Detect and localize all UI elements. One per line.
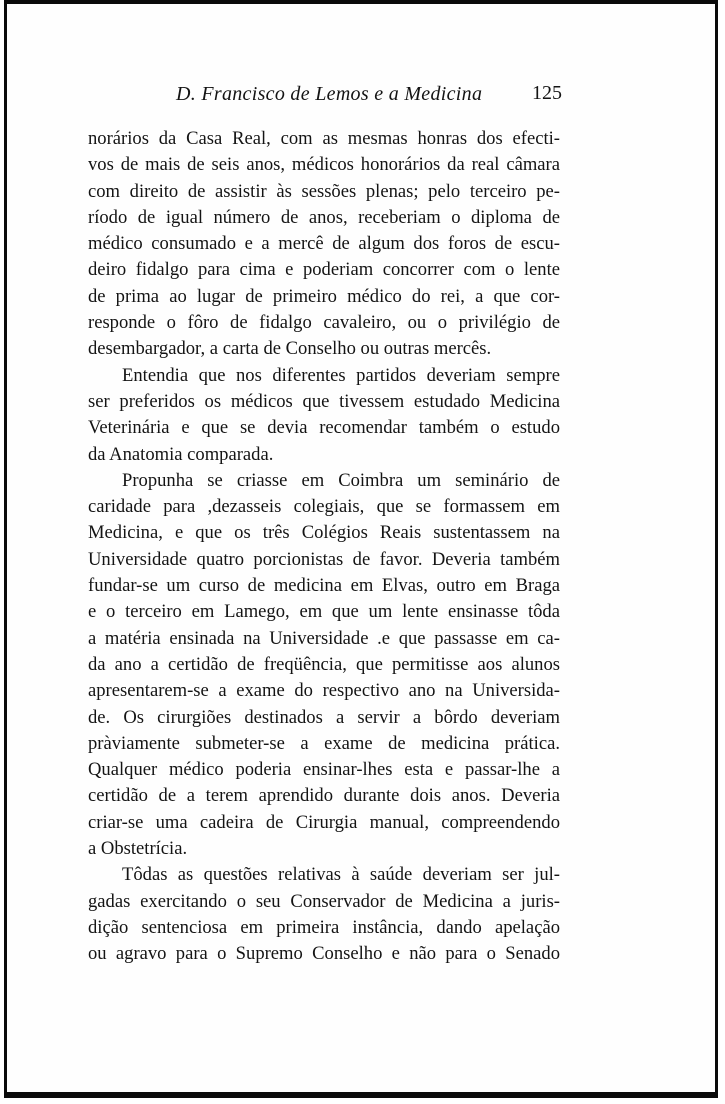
text-line: fundar-se um curso de medicina em Elvas, outro em Braga [88, 575, 560, 597]
text-line: a Obstetrícia. [88, 838, 188, 860]
text-line: norários da Casa Real, com as mesmas honras dos efecti- [88, 128, 560, 149]
text-line: certidão de a terem aprendido durante dois anos. Deveria [88, 785, 560, 807]
text-line: dição sentenciosa em primeira instância, dando apelação [88, 916, 560, 938]
text-line: de prima ao lugar de primeiro médico do rei, a que cor- [88, 285, 560, 307]
text-line: Veterinária e que se devia recomendar também o estudo [88, 417, 560, 439]
text-line: da ano a certidão de freqüência, que permitisse aos alunos [88, 653, 560, 675]
text-line: com direito de assistir às sessões plenas; pelo terceiro pe- [88, 180, 560, 202]
text-line: desembargador, a carta de Conselho ou outras mercês. [88, 338, 492, 360]
text-line: da Anatomia comparada. [88, 443, 274, 465]
page-number: 125 [532, 82, 562, 104]
paragraph-4 [88, 862, 560, 967]
body-text [88, 126, 560, 968]
text-line: médico consumado e a mercê de algum dos foros de escu- [88, 233, 560, 255]
paragraph-3 [88, 468, 560, 862]
text-line: apresentarem-se a exame do respectivo ano na Universida- [88, 680, 560, 702]
text-line: deiro fidalgo para cima e poderiam concorrer com o lente [88, 259, 560, 281]
paragraph-2 [88, 363, 560, 468]
text-line: ríodo de igual número de anos, receberiam o diploma de [88, 206, 560, 228]
text-line: responde o fôro de fidalgo cavaleiro, ou o privilégio de [88, 312, 560, 334]
text-line: e o terceiro em Lamego, em que um lente ensinasse tôda [88, 601, 560, 623]
text-line: vos de mais de seis anos, médicos honorários da real câmara [88, 154, 560, 176]
text-line: criar-se uma cadeira de Cirurgia manual, compreendendo [88, 811, 560, 833]
running-title: D. Francisco de Lemos e a Medicina [176, 83, 483, 105]
text-line: pràviamente submeter-se a exame de medicina prática. [88, 732, 560, 754]
text-line: a matéria ensinada na Universidade .e que passasse em ca- [88, 627, 560, 649]
text-line: Propunha se criasse em Coimbra um seminário de [122, 469, 560, 491]
paragraph-1 [88, 126, 560, 363]
text-line: ser preferidos os médicos que tivessem estudado Medicina [88, 390, 560, 412]
text-line: de. Os cirurgiões destinados a servir a bôrdo deveriam [88, 706, 560, 728]
text-line: Universidade quatro porcionistas de favor. Deveria também [88, 548, 560, 570]
text-line: ou agravo para o Supremo Conselho e não para o Senado [88, 943, 560, 965]
text-line: Medicina, e que os três Colégios Reais sustentassem na [88, 522, 560, 544]
text-line: Entendia que nos diferentes partidos deveriam sempre [122, 364, 560, 386]
text-line: gadas exercitando o seu Conservador de Medicina a juris- [88, 890, 560, 912]
text-line: caridade para ,dezasseis colegiais, que se formassem em [88, 496, 560, 518]
text-line: Qualquer médico poderia ensinar-lhes esta e passar-lhe a [88, 759, 560, 781]
text-line: Tôdas as questões relativas à saúde deveriam ser jul- [122, 864, 560, 886]
